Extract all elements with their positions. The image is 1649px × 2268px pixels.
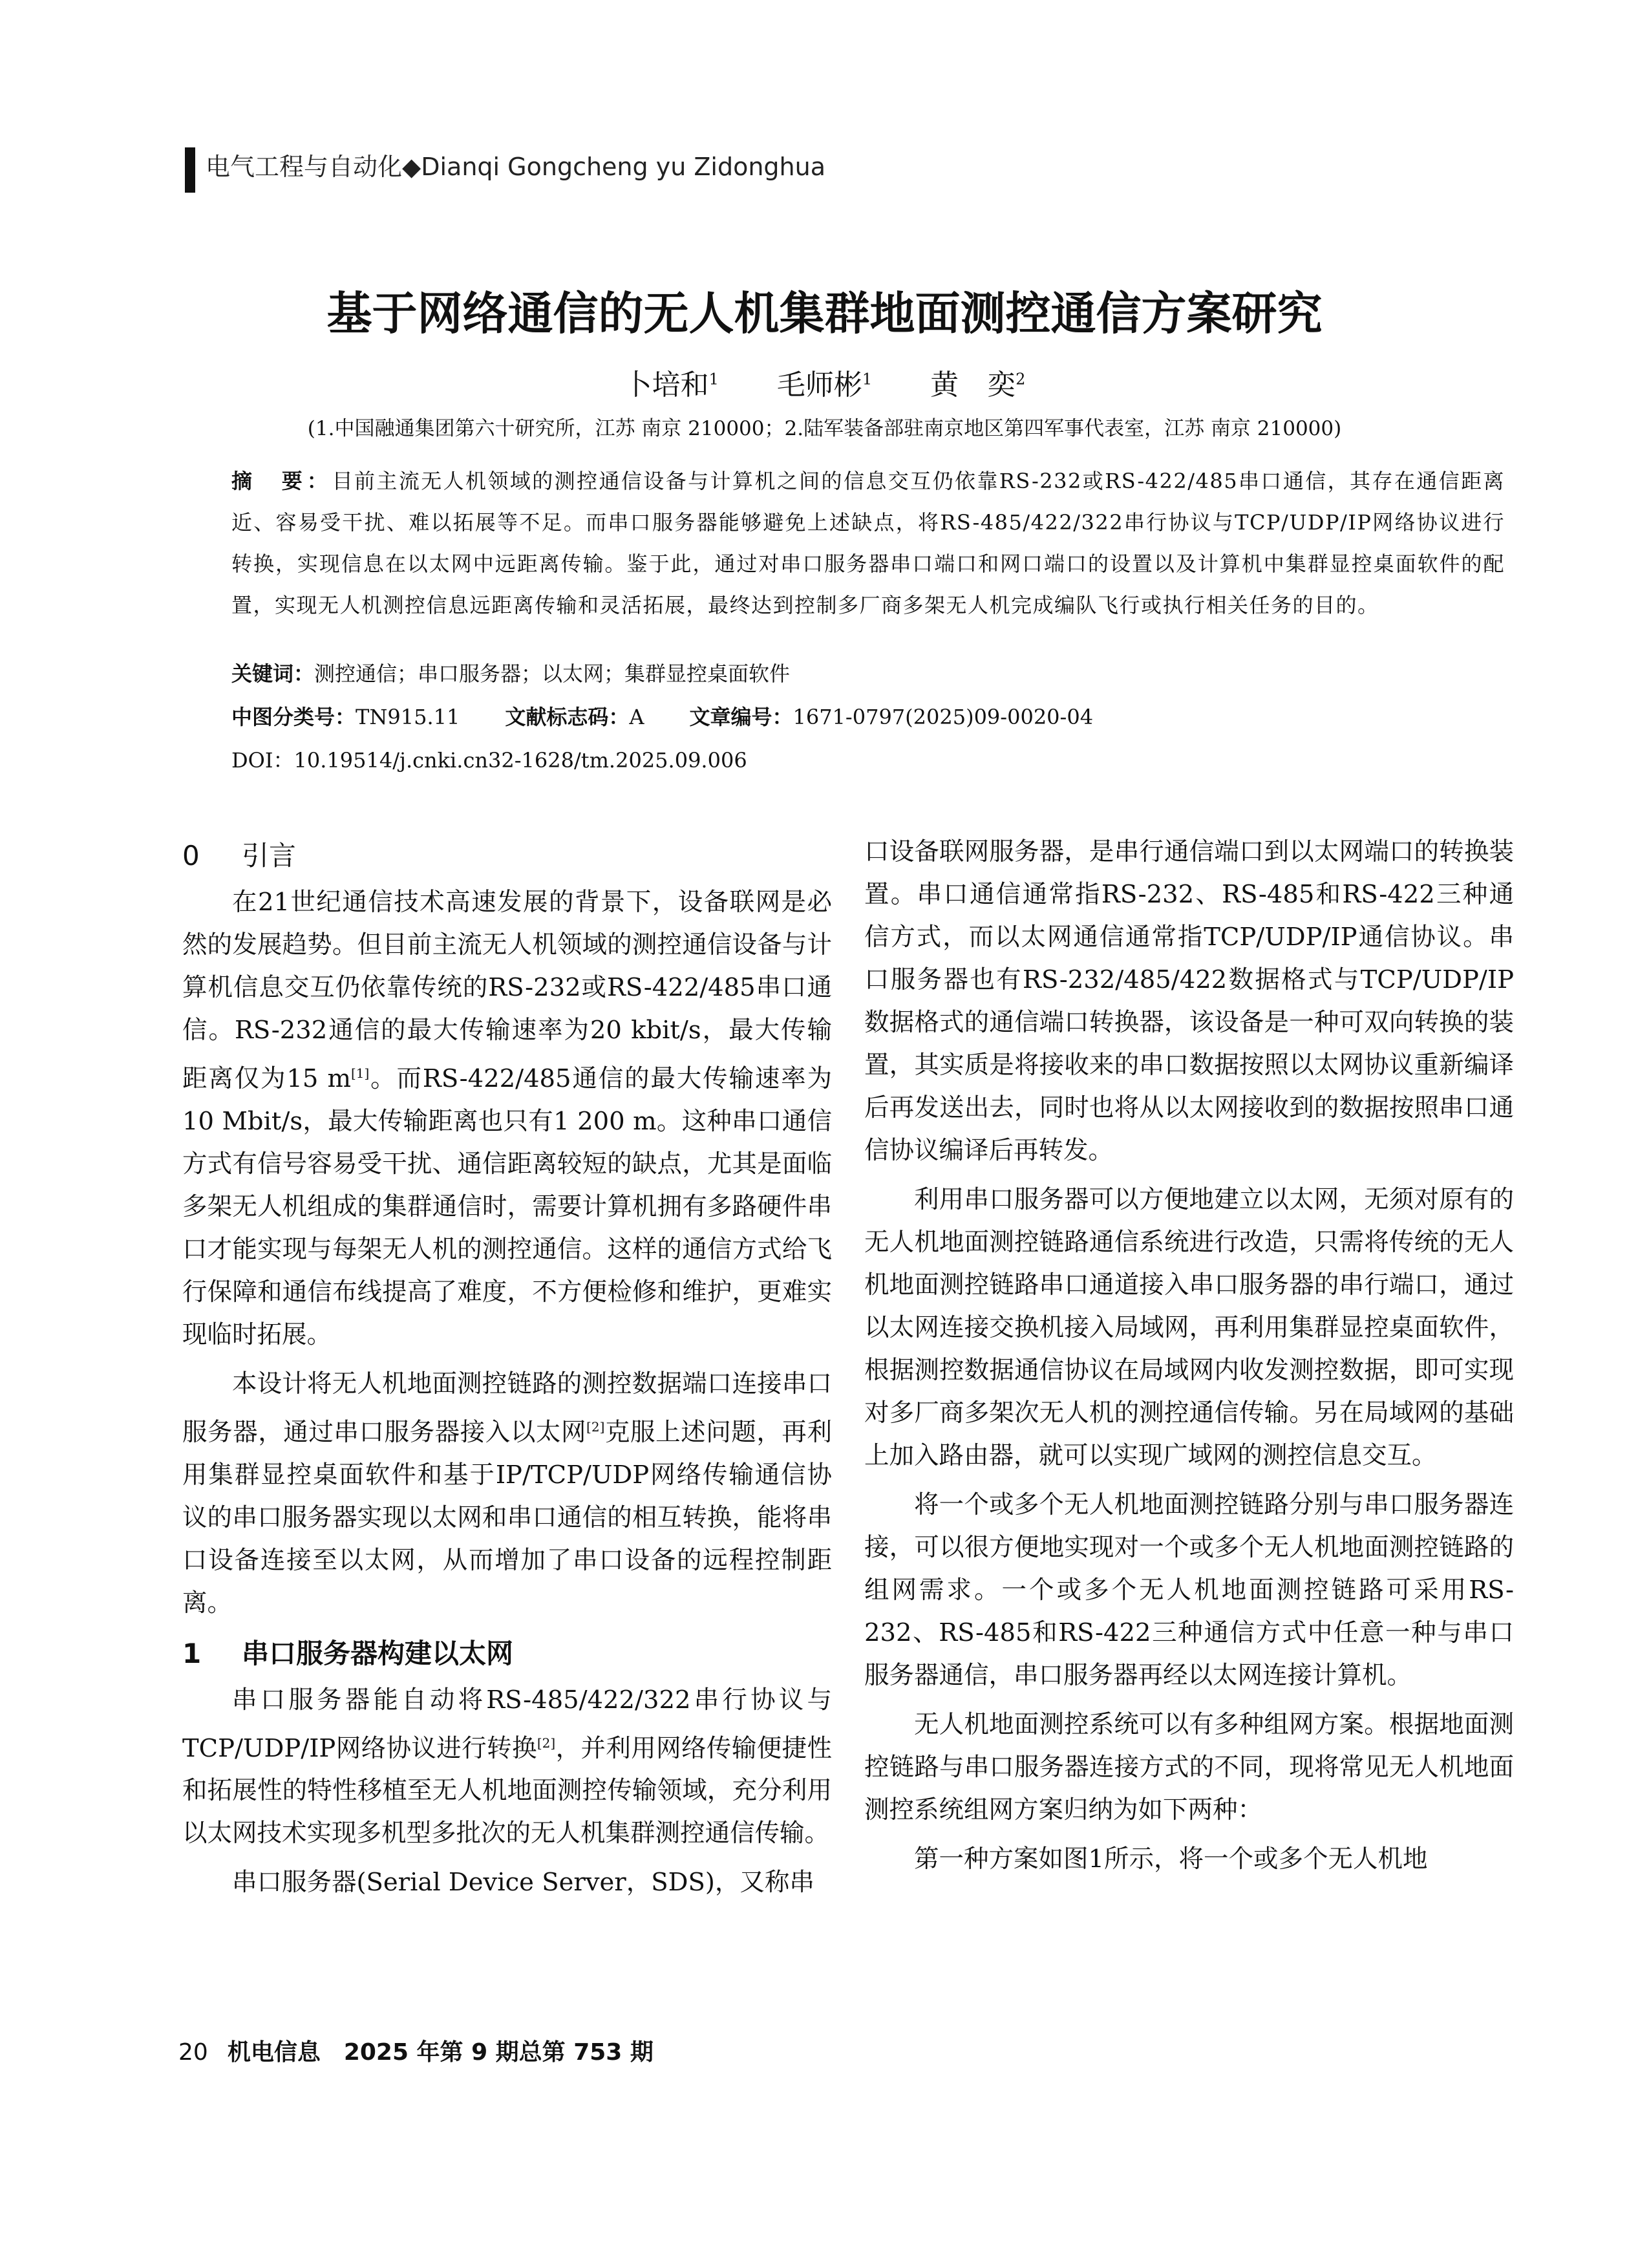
paragraph-text: 串口服务器能自动将RS-485/422/322串行协议与TCP/UDP/IP网络协议进行转换 xyxy=(182,1685,832,1763)
author-list xyxy=(0,359,1649,405)
author-name: 毛师彬 xyxy=(776,368,862,401)
section-heading-1 xyxy=(182,1629,832,1679)
paragraph: 将一个或多个无人机地面测控链路分别与串口服务器连接，可以很方便地实现对一个或多个无人机地面测控链路的组网需求。一个或多个无人机地面测控链路可采用RS-232、RS-485和RS-422三种通信方式中任意一种与串口服务器通信，串口服务器再经以太网连接计算机。 xyxy=(864,1490,1514,1690)
clc-value: TN915.11 xyxy=(356,705,460,729)
author xyxy=(624,369,719,401)
paragraph: 串口服务器(Serial Device Server，SDS)，又称串 xyxy=(232,1868,814,1898)
abstract xyxy=(231,460,1505,626)
keywords-text: 测控通信；串口服务器；以太网；集群显控桌面软件 xyxy=(314,661,791,686)
doi-link[interactable]: 10.19514/j.cnki.cn32-1628/tm.2025.09.006 xyxy=(293,748,747,773)
paragraph xyxy=(182,1679,832,1856)
doc-code-value: A xyxy=(629,705,644,729)
article-no-value: 1671-0797(2025)09-0020-04 xyxy=(793,705,1094,729)
classification-line xyxy=(231,701,1093,733)
section-number: 0 xyxy=(182,840,200,872)
header-marker-bar xyxy=(185,147,195,193)
citation-ref[interactable]: [2] xyxy=(537,1735,556,1751)
doc-code-label: 文献标志码： xyxy=(505,705,630,729)
keywords-label: 关键词： xyxy=(231,661,315,686)
paragraph: 第一种方案如图1所示，将一个或多个无人机地 xyxy=(914,1845,1428,1874)
author xyxy=(930,369,1025,401)
affiliations: (1.中国融通集团第六十研究所，江苏 南京 210000；2.陆军装备部驻南京地区第四军事代表室，江苏 南京 210000) xyxy=(307,417,1342,440)
right-column xyxy=(864,831,1514,1881)
author-name: 黄 奕 xyxy=(930,368,1016,401)
clc-label: 中图分类号： xyxy=(231,705,356,729)
running-header: 电气工程与自动化◆Dianqi Gongcheng yu Zidonghua xyxy=(206,153,825,181)
page-footer xyxy=(178,2037,654,2069)
author-name: 卜培和 xyxy=(623,368,709,401)
article-no-label: 文章编号： xyxy=(689,705,793,729)
paragraph-text: 克服上述问题，再利用集群显控桌面软件和基于IP/TCP/UDP网络传输通信协议的串口服务器实现以太网和串口通信的相互转换，能将串口设备连接至以太网，从而增加了串口设备的远程控制距离。 xyxy=(182,1417,832,1618)
keywords-line xyxy=(231,658,790,690)
journal-issue: 机电信息 2025 年第 9 期总第 753 期 xyxy=(227,2039,654,2066)
author-affiliation-mark: 1 xyxy=(708,370,719,388)
paragraph-text: 。而RS-422/485通信的最大传输速率为10 Mbit/s，最大传输距离也只有1 200 m。这种串口通信方式有信号容易受干扰、通信距离较短的缺点，尤其是面临多架无人机组成的集群通信时，需要计算机拥有多路硬件串口才能实现与每架无人机的测控通信。这样的通信方式给飞行保障和通信布线提高了难度，不方便检修和维护，更难实现临时拓展。 xyxy=(182,1064,832,1349)
abstract-label: 摘 要： xyxy=(231,469,332,493)
citation-ref[interactable]: [2] xyxy=(586,1418,605,1435)
paragraph: 无人机地面测控系统可以有多种组网方案。根据地面测控链路与串口服务器连接方式的不同，现将常见无人机地面测控系统组网方案归纳为如下两种： xyxy=(864,1710,1514,1824)
doi-label: DOI： xyxy=(231,748,294,773)
article-title: 基于网络通信的无人机集群地面测控通信方案研究 xyxy=(326,287,1323,340)
paragraph-continued: 口设备联网服务器，是串行通信端口到以太网端口的转换装置。串口通信通常指RS-232、RS-485和RS-422三种通信方式，而以太网通信通常指TCP/UDP/IP通信协议。串口服务器也有RS-232/485/422数据格式与TCP/UDP/IP数据格式的通信端口转换器，该设备是一种可双向转换的装置，其实质是将接收来的串口数据按照以太网协议重新编译后再发送出去，同时也将从以太网接收到的数据按照串口通信协议编译后再转发。 xyxy=(864,837,1514,1165)
section-title: 串口服务器构建以太网 xyxy=(242,1637,514,1669)
paragraph-text: 本设计将无人机地面测控链路的测控数据端口连接串口服务器，通过串口服务器接入以太网 xyxy=(182,1369,832,1447)
left-column xyxy=(182,831,832,1904)
paragraph xyxy=(182,1363,832,1625)
section-title: 引言 xyxy=(242,840,297,872)
doi-line xyxy=(231,744,747,776)
abstract-text: 目前主流无人机领域的测控通信设备与计算机之间的信息交互仍依靠RS-232或RS-422/485串口通信，其存在通信距离近、容易受干扰、难以拓展等不足。而串口服务器能够避免上述缺点，将RS-485/422/322串行协议与TCP/UDP/IP网络协议进行转换，实现信息在以太网中远距离传输。鉴于此，通过对串口服务器串口端口和网口端口的设置以及计算机中集群显控桌面软件的配置，实现无人机测控信息远距离传输和灵活拓展，最终达到控制多厂商多架无人机完成编队飞行或执行相关任务的目的。 xyxy=(231,469,1505,617)
paragraph: 利用串口服务器可以方便地建立以太网，无须对原有的无人机地面测控链路通信系统进行改造，只需将传统的无人机地面测控链路串口通道接入串口服务器的串行端口，通过以太网连接交换机接入局域网，再利用集群显控桌面软件，根据测控数据通信协议在局域网内收发测控数据，即可实现对多厂商多架次无人机的测控通信传输。另在局域网的基础上加入路由器，就可以实现广域网的测控信息交互。 xyxy=(864,1185,1514,1470)
author-affiliation-mark: 1 xyxy=(862,370,873,388)
paragraph-text: ，并利用网络传输便捷性和拓展性的特性移植至无人机地面测控传输领域，充分利用以太网技术实现多机型多批次的无人机集群测控通信传输。 xyxy=(182,1733,832,1848)
author xyxy=(777,369,872,401)
author-affiliation-mark: 2 xyxy=(1016,370,1026,388)
paragraph-text: 在21世纪通信技术高速发展的背景下，设备联网是必然的发展趋势。但目前主流无人机领域的测控通信设备与计算机信息交互仍依靠传统的RS-232或RS-422/485串口通信。RS-232通信的最大传输速率为20 kbit/s，最大传输距离仅为15 m xyxy=(182,888,832,1093)
page-number: 20 xyxy=(178,2039,208,2066)
citation-ref[interactable]: [1] xyxy=(350,1065,370,1081)
section-number: 1 xyxy=(182,1637,202,1669)
section-heading-intro xyxy=(182,831,832,881)
paragraph xyxy=(182,881,832,1356)
